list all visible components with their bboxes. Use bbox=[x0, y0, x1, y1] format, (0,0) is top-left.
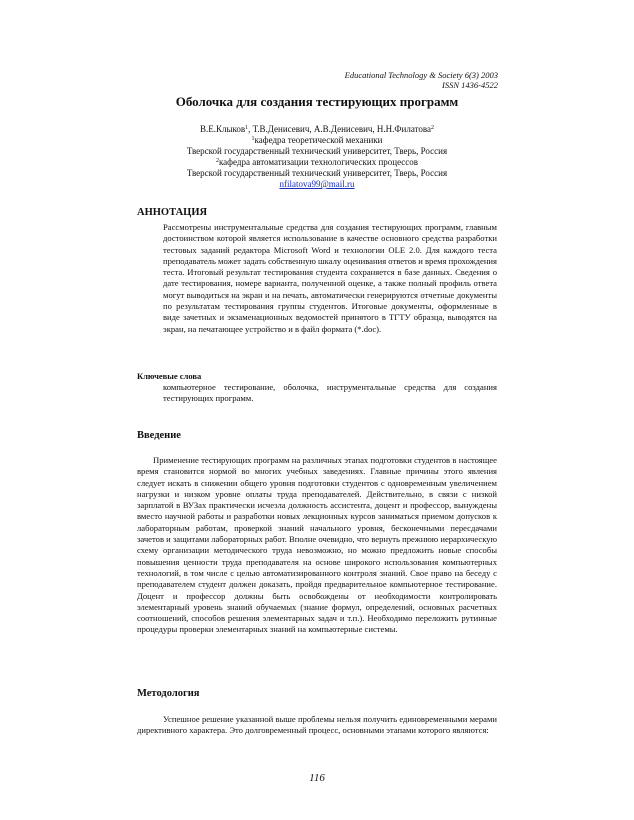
affiliation-1-dept bbox=[0, 135, 634, 146]
abstract-heading: АННОТАЦИЯ bbox=[137, 207, 208, 218]
author-sup-1: 1 bbox=[245, 125, 249, 131]
introduction-heading: Введение bbox=[137, 430, 181, 441]
email-link[interactable]: nfilatova99@mail.ru bbox=[279, 179, 355, 189]
methodology-text: Успешное решение указанной выше проблемы нельзя получить единовременными мерами директивного характера. Это долговременный процесс, основными этапами которого являются: bbox=[137, 714, 497, 736]
keywords-text: компьютерное тестирование, оболочка, инструментальные средства для создания тестирующих программ. bbox=[163, 382, 497, 404]
abstract-text: Рассмотрены инструментальные средства для создания тестирующих программ, главным достоинством которой является использование в качестве основного средства разработки тестовых заданий редактора Microsoft Word и технологии OLE 2.0. Для каждого теста преподаватель может задать собственную шкалу оценивания ответов и время прохождения теста. Итоговый результат тестирования студента сохраняется в базе данных. Сведения о дате тестирования, номере варианта, полученной оценке, а также полный профиль ответа могут выводиться на экран и на печать, автоматически генерируются отчетные документы по результатам тестирования группы студентов. Итоговые документы, оформленные в виде зачетных и экзаменационных ведомостей принятого в ТГТУ образца, выводятся на экран, на печатающее устройство и в файл формата (*.doc). bbox=[163, 222, 497, 334]
affiliation-2-dept bbox=[0, 157, 634, 168]
methodology-heading: Методология bbox=[137, 688, 200, 699]
keywords-heading: Ключевые слова bbox=[137, 371, 202, 381]
affiliation-1-univ: Тверской государственный технический университет, Тверь, Россия bbox=[186, 146, 448, 156]
journal-issn: ISSN 1436-4522 bbox=[442, 80, 498, 90]
page-number: 116 bbox=[309, 772, 325, 784]
authors-block bbox=[0, 124, 634, 190]
affiliation-2-univ: Тверской государственный технический университет, Тверь, Россия bbox=[186, 168, 448, 178]
affiliation-1-dept-text: кафедра теоретической механики bbox=[254, 135, 383, 145]
author-names bbox=[0, 124, 634, 135]
journal-citation: Educational Technology & Society 6(3) 2003 bbox=[344, 70, 498, 80]
introduction-text: Применение тестирующих программ на различных этапах подготовки студентов в настоящее время становится нормой во многих учебных заведениях. Главные причины этого явления следует искать в снижении общего уровня подготовки студентов с одновременным увеличением нагрузки и низком уровне оплаты труда преподавателей. Действительно, в связи с низкой зарплатой в ВУЗах практически исчезла должность ассистента, доцент и профессор, вынуждены вместо научной работы и разработки новых лекционных курсов заниматься приемом допусков к лабораторным работам, проверкой знаний начального уровня, бесконечными пересдачами зачетов и защитами лабораторных работ. Вполне очевидно, что вернуть прежнюю иерархическую схему организации методического труда невозможно, но можно предложить новые способы повышения ценности труда преподавателя на основе широкого использования компьютерных технологий, в том числе с целью автоматизированного контроля знаний. Свое право на беседу с преподавателем студент должен доказать, пройдя предварительное компьютерное тестирование. Доцент и профессор должны быть освобождены от необходимости контролировать элементарный уровень знаний обучаемых (знание формул, определений, основных расчетных соотношений, способов решения элементарных задач и т.п.). Необходимо переложить рутинные процедуры проверки элементарных знаний на компьютерные системы. bbox=[137, 455, 497, 635]
paper-title: Оболочка для создания тестирующих программ bbox=[175, 94, 459, 109]
affiliation-2-sup: 2 bbox=[215, 158, 219, 164]
affiliation-2-dept-text: кафедра автоматизации технологических процессов bbox=[218, 157, 419, 167]
affiliation-1-sup: 1 bbox=[251, 136, 255, 142]
author-sup-2: 2 bbox=[431, 125, 435, 131]
email-row bbox=[0, 179, 634, 190]
author-names-part2: , Т.В.Денисевич, А.В.Денисевич, Н.Н.Филатова bbox=[248, 124, 432, 134]
author-names-part1: В.Е.Клыков bbox=[199, 124, 246, 134]
